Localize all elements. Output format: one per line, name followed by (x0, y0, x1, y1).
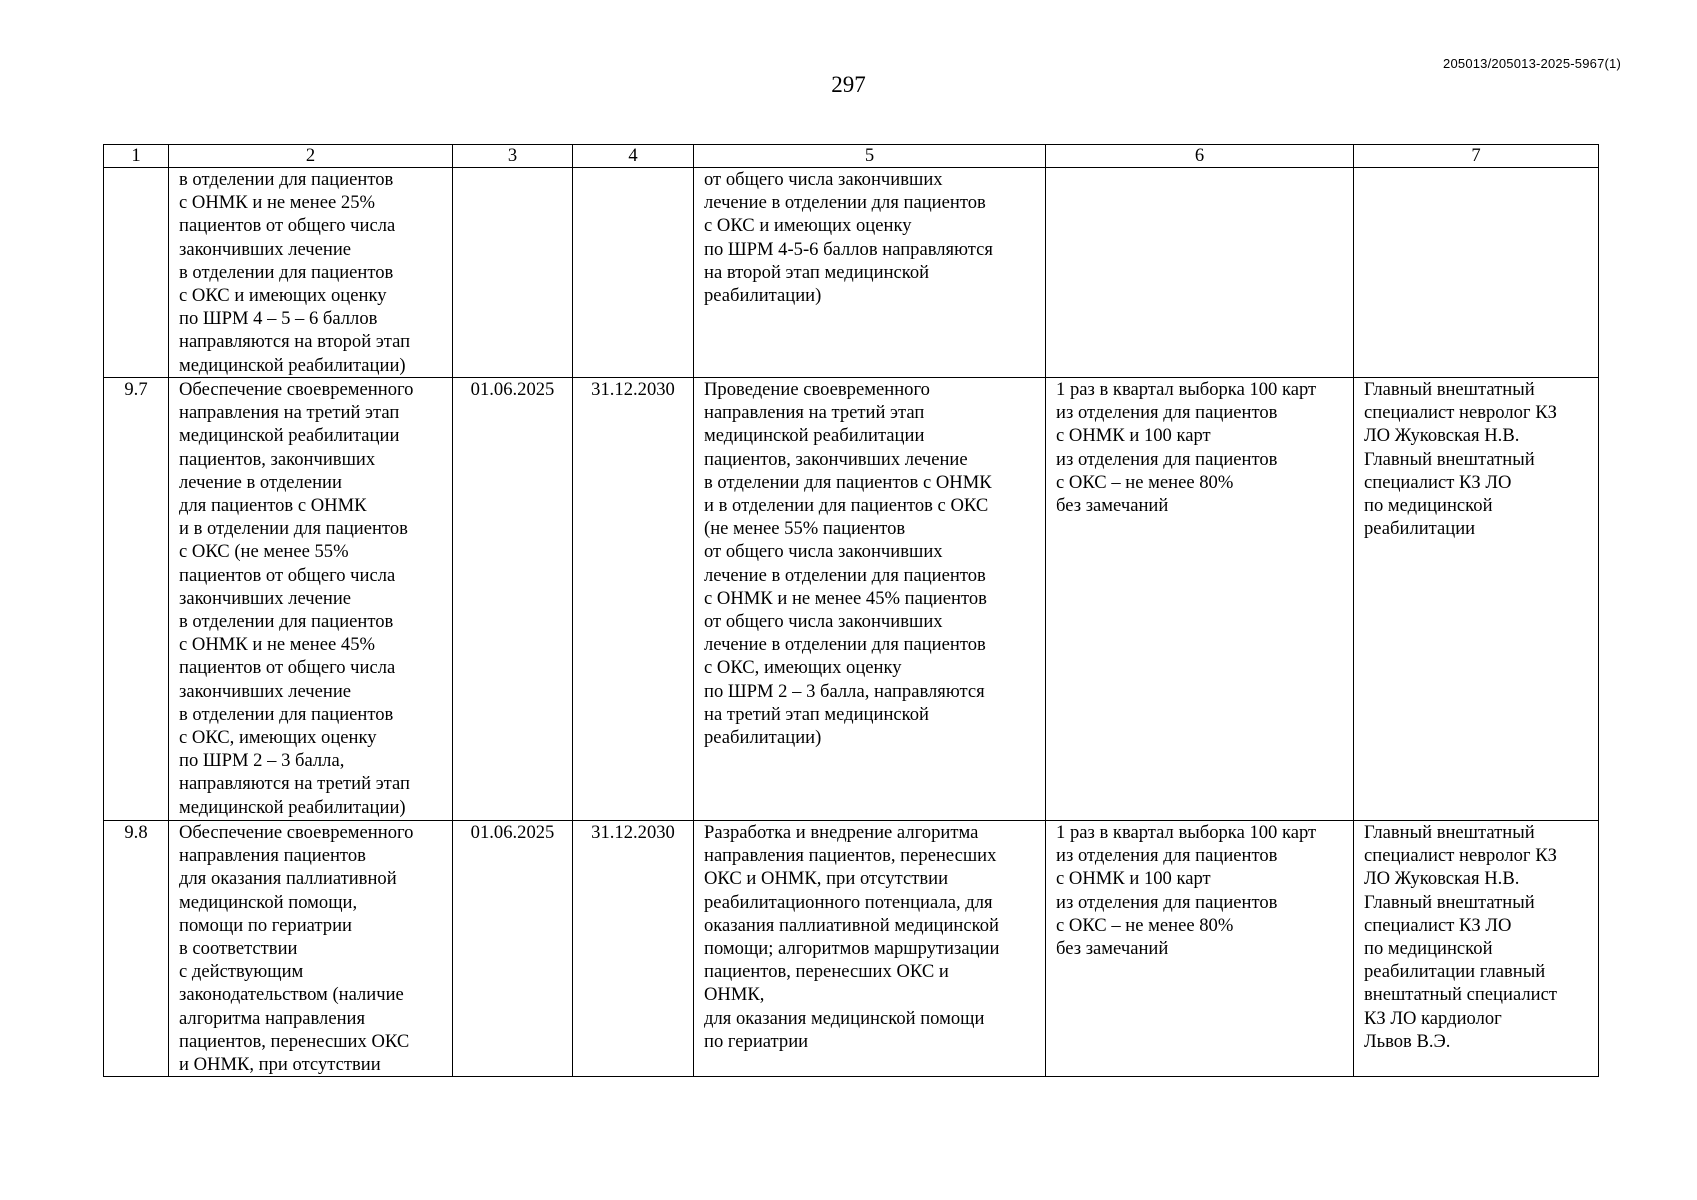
measure-cell (169, 168, 453, 378)
responsible-cell (1354, 168, 1599, 378)
column-header: 4 (573, 145, 694, 168)
table-row (104, 168, 1599, 378)
document-id: 205013/205013-2025-5967(1) (1443, 56, 1621, 71)
start-date-cell (453, 378, 573, 821)
row-number-cell (104, 821, 169, 1077)
end-date-cell (573, 821, 694, 1077)
responsible-text: Главный внештатный специалист невролог КЗ ЛО Жуковская Н.В. Главный внештатный специалист КЗ ЛО по медицинской реабилитации главный внештатный специалист КЗ ЛО кардиолог Львов В.Э. (1364, 822, 1557, 1052)
row-number-cell (104, 378, 169, 821)
responsible-cell (1354, 821, 1599, 1077)
column-header: 7 (1354, 145, 1599, 168)
end-date-cell (573, 378, 694, 821)
row-number: 9.7 (124, 379, 148, 400)
row-number-cell (104, 168, 169, 378)
measure-cell (169, 821, 453, 1077)
column-header: 6 (1046, 145, 1354, 168)
start-date: 01.06.2025 (470, 379, 555, 400)
column-number-row (104, 145, 1599, 168)
result-cell (694, 821, 1046, 1077)
control-text: 1 раз в квартал выборка 100 карт из отделения для пациентов с ОНМК и 100 карт из отделения для пациентов с ОКС – не менее 80% без замечаний (1056, 822, 1317, 960)
column-header: 5 (694, 145, 1046, 168)
measure-text: Обеспечение своевременного направления пациентов для оказания паллиативной медицинской помощи, помощи по гериатрии в соответствии с действующим законодательством (наличие алгоритма направления пациентов, перенесших ОКС и ОНМК, при отсутствии (179, 822, 414, 1076)
control-text: 1 раз в квартал выборка 100 карт из отделения для пациентов с ОНМК и 100 карт из отделения для пациентов с ОКС – не менее 80% без замечаний (1056, 379, 1317, 517)
result-text: Разработка и внедрение алгоритма направления пациентов, перенесших ОКС и ОНМК, при отсутствии реабилитационного потенциала, для оказания паллиативной медицинской помощи; алгоритмов маршрутизации пациентов, перенесших ОКС и ОНМК, для оказания медицинской помощи по гериатрии (704, 822, 1000, 1052)
measure-text: Обеспечение своевременного направления на третий этап медицинской реабилитации пациентов, закончивших лечение в отделении для пациентов с ОНМК и в отделении для пациентов с ОКС (не менее 55% пациентов от общего числа закончивших лечение в отделении для пациентов с ОНМК и не менее 45% пациентов от общего числа закончивших лечение в отделении для пациентов с ОКС, имеющих оценку по ШРМ 2 – 3 балла, направляются на третий этап медицинской реабилитации) (179, 379, 414, 818)
end-date: 31.12.2030 (591, 822, 675, 843)
control-cell (1046, 378, 1354, 821)
control-cell (1046, 821, 1354, 1077)
result-text: Проведение своевременного направления на третий этап медицинской реабилитации пациентов, закончивших лечение в отделении для пациентов с ОНМК и в отделении для пациентов с ОКС (не менее 55% пациентов от общего числа закончивших лечение в отделении для пациентов с ОНМК и не менее 45% пациентов от общего числа закончивших лечение в отделении для пациентов с ОКС, имеющих оценку по ШРМ 2 – 3 балла, направляются на третий этап медицинской реабилитации) (704, 379, 992, 749)
table-row (104, 378, 1599, 821)
measure-cell (169, 378, 453, 821)
control-cell (1046, 168, 1354, 378)
responsible-text: Главный внештатный специалист невролог КЗ ЛО Жуковская Н.В. Главный внештатный специалист КЗ ЛО по медицинской реабилитации (1364, 379, 1557, 540)
page-number: 297 (831, 72, 866, 97)
column-header: 1 (104, 145, 169, 168)
column-header: 2 (169, 145, 453, 168)
column-header: 3 (453, 145, 573, 168)
start-date-cell (453, 168, 573, 378)
measure-text: в отделении для пациентов с ОНМК и не менее 25% пациентов от общего числа закончивших лечение в отделении для пациентов с ОКС и имеющих оценку по ШРМ 4 – 5 – 6 баллов направляются на второй этап медицинской реабилитации) (179, 169, 411, 376)
measures-table (103, 144, 1599, 1077)
table-row (104, 821, 1599, 1077)
result-cell (694, 168, 1046, 378)
row-number: 9.8 (124, 822, 148, 843)
start-date: 01.06.2025 (470, 822, 555, 843)
result-cell (694, 378, 1046, 821)
start-date-cell (453, 821, 573, 1077)
result-text: от общего числа закончивших лечение в отделении для пациентов с ОКС и имеющих оценку по ШРМ 4-5-6 баллов направляются на второй этап медицинской реабилитации) (704, 169, 993, 307)
end-date-cell (573, 168, 694, 378)
responsible-cell (1354, 378, 1599, 821)
end-date: 31.12.2030 (591, 379, 675, 400)
